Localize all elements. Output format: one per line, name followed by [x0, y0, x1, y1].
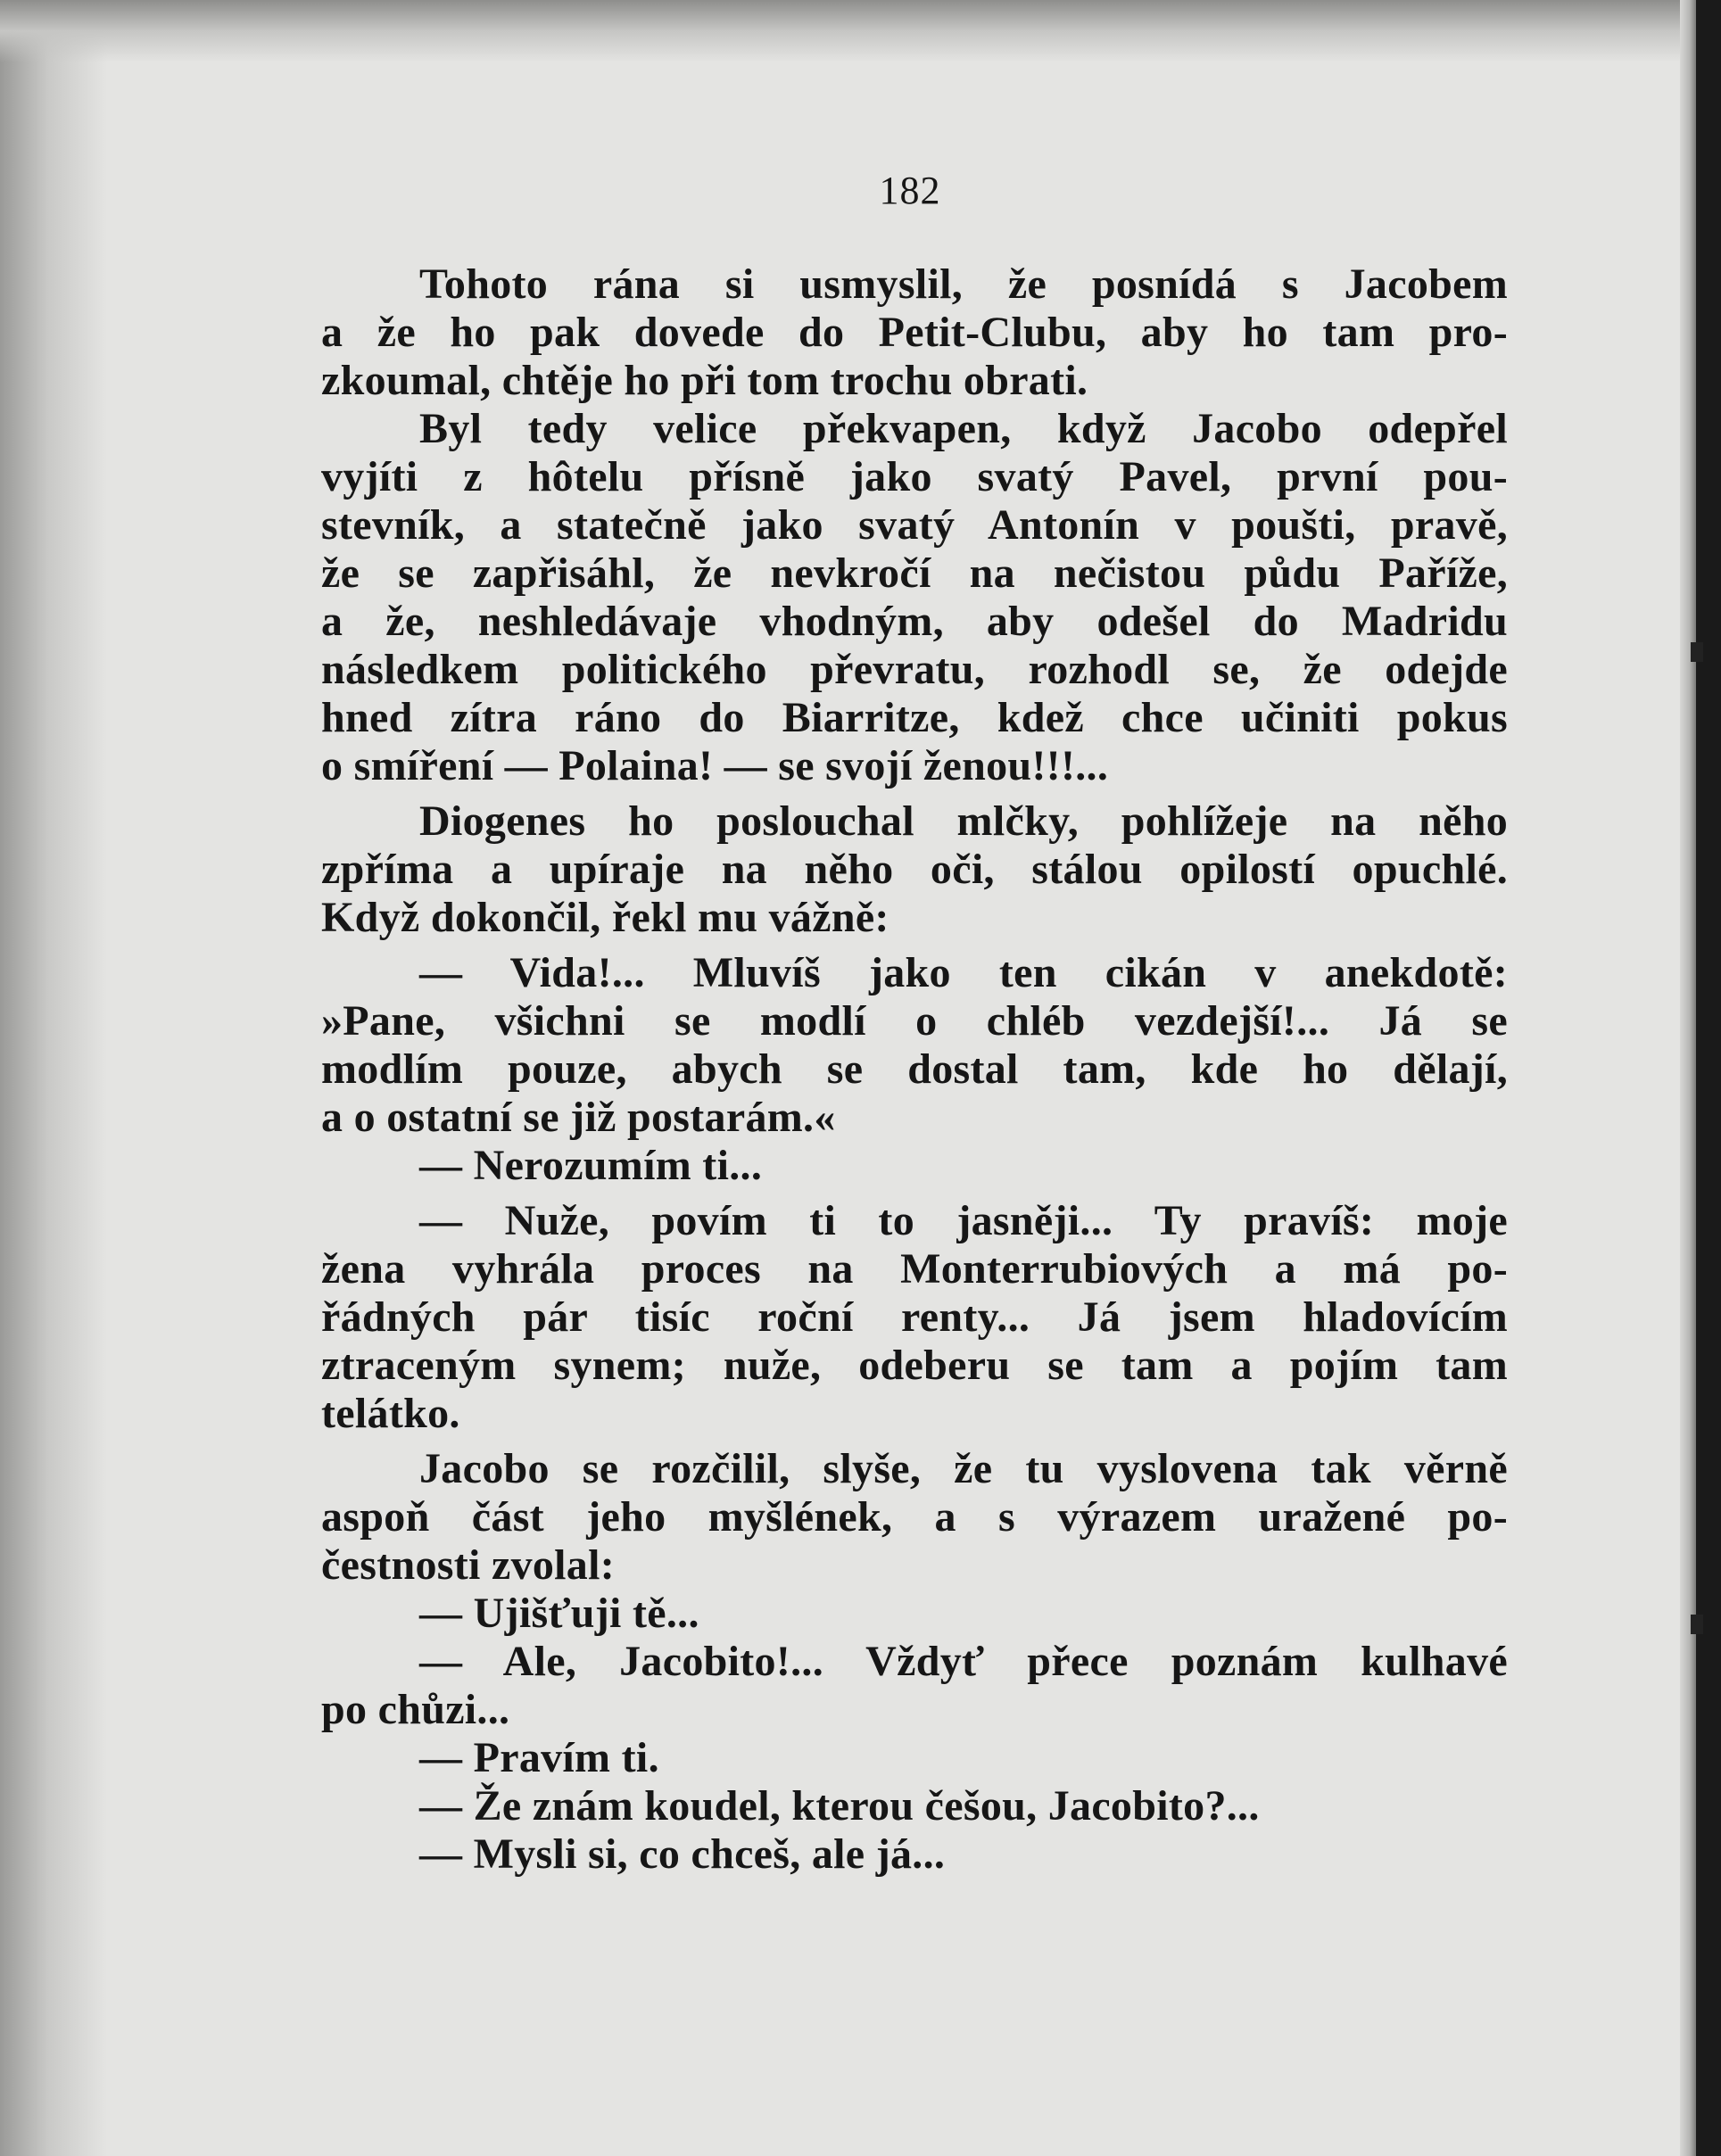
text-line: — Ale, Jacobito!... Vždyť přece poznám kulhavé	[419, 1638, 1508, 1685]
text-line: a že ho pak dovede do Petit-Clubu, aby ho tam pro-	[321, 309, 1508, 356]
page-number: 182	[879, 169, 941, 212]
text-line: — Nuže, povím ti to jasněji... Ty pravíš: moje	[419, 1197, 1508, 1244]
text-line: vyjíti z hôtelu přísně jako svatý Pavel, první pou-	[321, 453, 1508, 500]
paragraph	[321, 1782, 1508, 1830]
text-line: — Pravím ti.	[419, 1734, 659, 1781]
paragraph	[321, 949, 1508, 1142]
paragraph	[321, 1590, 1508, 1638]
paragraph	[321, 1445, 1508, 1590]
page-edge-right	[1696, 0, 1721, 2156]
text-line: čestnosti zvolal:	[321, 1541, 616, 1589]
text-line: po chůzi...	[321, 1686, 510, 1733]
text-line: Tohoto rána si usmyslil, že posnídá s Jacobem	[419, 260, 1508, 308]
text-line: aspoň část jeho myšlének, a s výrazem uražené po-	[321, 1493, 1508, 1541]
paragraph	[321, 260, 1508, 405]
text-line: Jacobo se rozčilil, slyše, že tu vyslovena tak věrně	[419, 1445, 1508, 1492]
text-line: následkem politického převratu, rozhodl se, že odejde	[321, 646, 1508, 693]
text-line: a o ostatní se již postarám.«	[321, 1094, 836, 1141]
text-line: — Že znám koudel, kterou češou, Jacobito?...	[419, 1782, 1260, 1830]
paragraph	[321, 405, 1508, 790]
text-line: a že, neshledávaje vhodným, aby odešel do Madridu	[321, 598, 1508, 645]
paragraph	[321, 1638, 1508, 1734]
text-line: zpříma a upíraje na něho oči, stálou opilostí opuchlé.	[321, 846, 1508, 893]
scan-shadow-top	[0, 0, 1721, 62]
text-line: — Mysli si, co chceš, ale já...	[419, 1830, 946, 1878]
text-line: »Pane, všichni se modlí o chléb vezdejší!... Já se	[321, 997, 1508, 1045]
text-line: zkoumal, chtěje ho při tom trochu obrati.	[321, 357, 1088, 404]
paragraph	[321, 797, 1508, 942]
text-line: ztraceným synem; nuže, odeberu se tam a pojím tam	[321, 1342, 1508, 1389]
paragraph	[321, 1830, 1508, 1879]
page-edge-shading	[1680, 0, 1696, 2156]
page-edge-mark	[1691, 642, 1703, 662]
text-line: Byl tedy velice překvapen, když Jacobo odepřel	[419, 405, 1508, 452]
text-line: modlím pouze, abych se dostal tam, kde ho dělají,	[321, 1045, 1508, 1093]
book-text	[321, 260, 1508, 1879]
text-line: — Nerozumím ti...	[419, 1142, 763, 1189]
text-line: stevník, a statečně jako svatý Antonín v poušti, pravě,	[321, 501, 1508, 549]
text-line: že se zapřisáhl, že nevkročí na nečistou půdu Paříže,	[321, 549, 1508, 597]
text-line: — Vida!... Mluvíš jako ten cikán v anekdotě:	[419, 949, 1508, 996]
text-line: Když dokončil, řekl mu vážně:	[321, 894, 889, 941]
paragraph	[321, 1197, 1508, 1438]
scan-shadow-left	[0, 0, 107, 2156]
text-line: o smíření — Polaina! — se svojí ženou!!!...	[321, 742, 1109, 789]
text-line: hned zítra ráno do Biarritze, kdež chce učiniti pokus	[321, 694, 1508, 741]
text-line: telátko.	[321, 1390, 460, 1437]
page-edge-mark	[1691, 1615, 1703, 1634]
text-line: — Ujišťuji tě...	[419, 1590, 699, 1637]
text-line: řádných pár tisíc roční renty... Já jsem hladovícím	[321, 1293, 1508, 1341]
paragraph	[321, 1142, 1508, 1190]
text-line: Diogenes ho poslouchal mlčky, pohlížeje na něho	[419, 797, 1508, 845]
paragraph	[321, 1734, 1508, 1782]
text-line: žena vyhrála proces na Monterrubiových a má po-	[321, 1245, 1508, 1293]
